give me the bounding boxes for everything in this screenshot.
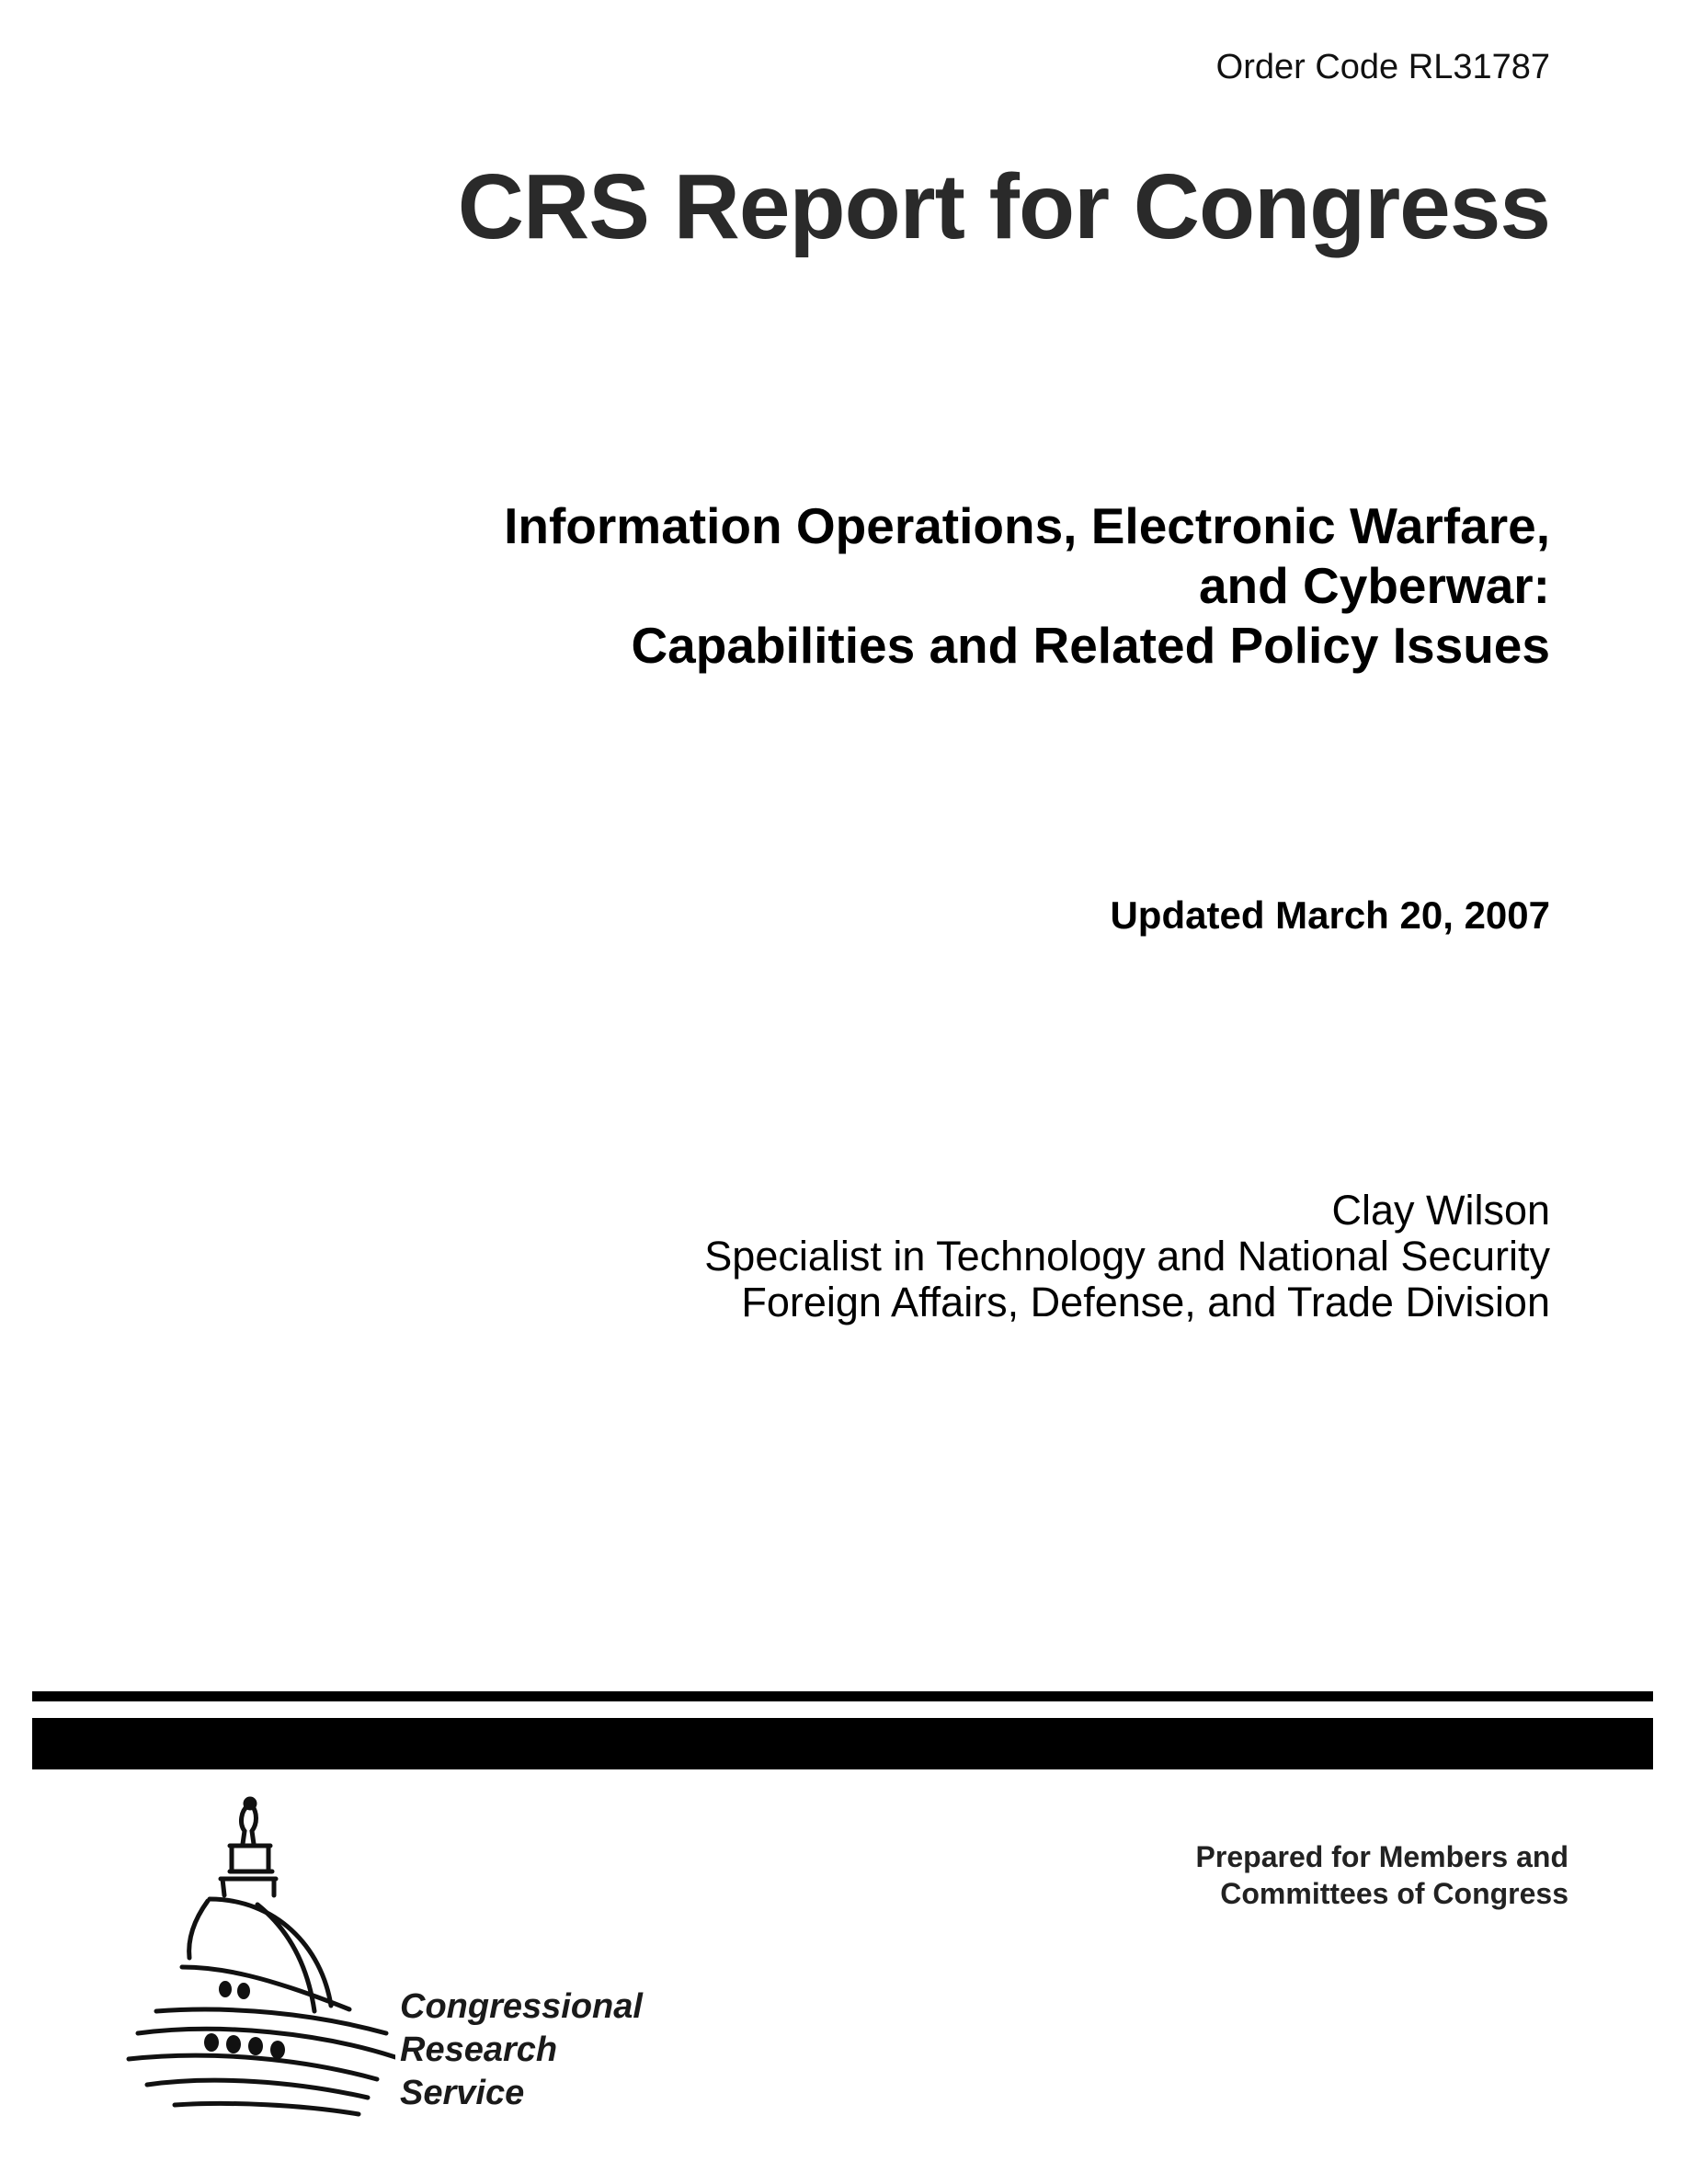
author-position: Specialist in Technology and National Security	[704, 1233, 1550, 1280]
order-code: Order Code RL31787	[1215, 48, 1550, 86]
divider-thin	[32, 1691, 1653, 1701]
logo-line-3: Service	[400, 2074, 525, 2112]
prepared-line-1: Prepared for Members and	[1195, 1840, 1568, 1873]
prepared-line-2: Committees of Congress	[1220, 1877, 1568, 1910]
logo-line-2: Research	[400, 2030, 558, 2069]
divider-thick	[32, 1718, 1653, 1769]
author-block	[704, 1188, 1550, 1325]
logo-line-1: Congressional	[400, 1987, 643, 2026]
crs-logo	[120, 1792, 671, 2133]
author-name: Clay Wilson	[1331, 1187, 1550, 1234]
document-title-line-2: and Cyberwar:	[1198, 557, 1550, 614]
prepared-for	[1196, 1838, 1568, 1912]
report-title: CRS Report for Congress	[457, 155, 1550, 258]
document-title-line-3: Capabilities and Related Policy Issues	[631, 617, 1550, 674]
document-title	[504, 496, 1550, 676]
crs-logo-text	[400, 1985, 643, 2115]
updated-date: Updated March 20, 2007	[1110, 893, 1550, 937]
capitol-dome-icon	[120, 1792, 395, 2133]
author-division: Foreign Affairs, Defense, and Trade Division	[741, 1279, 1550, 1325]
document-title-line-1: Information Operations, Electronic Warfare,	[504, 497, 1550, 554]
